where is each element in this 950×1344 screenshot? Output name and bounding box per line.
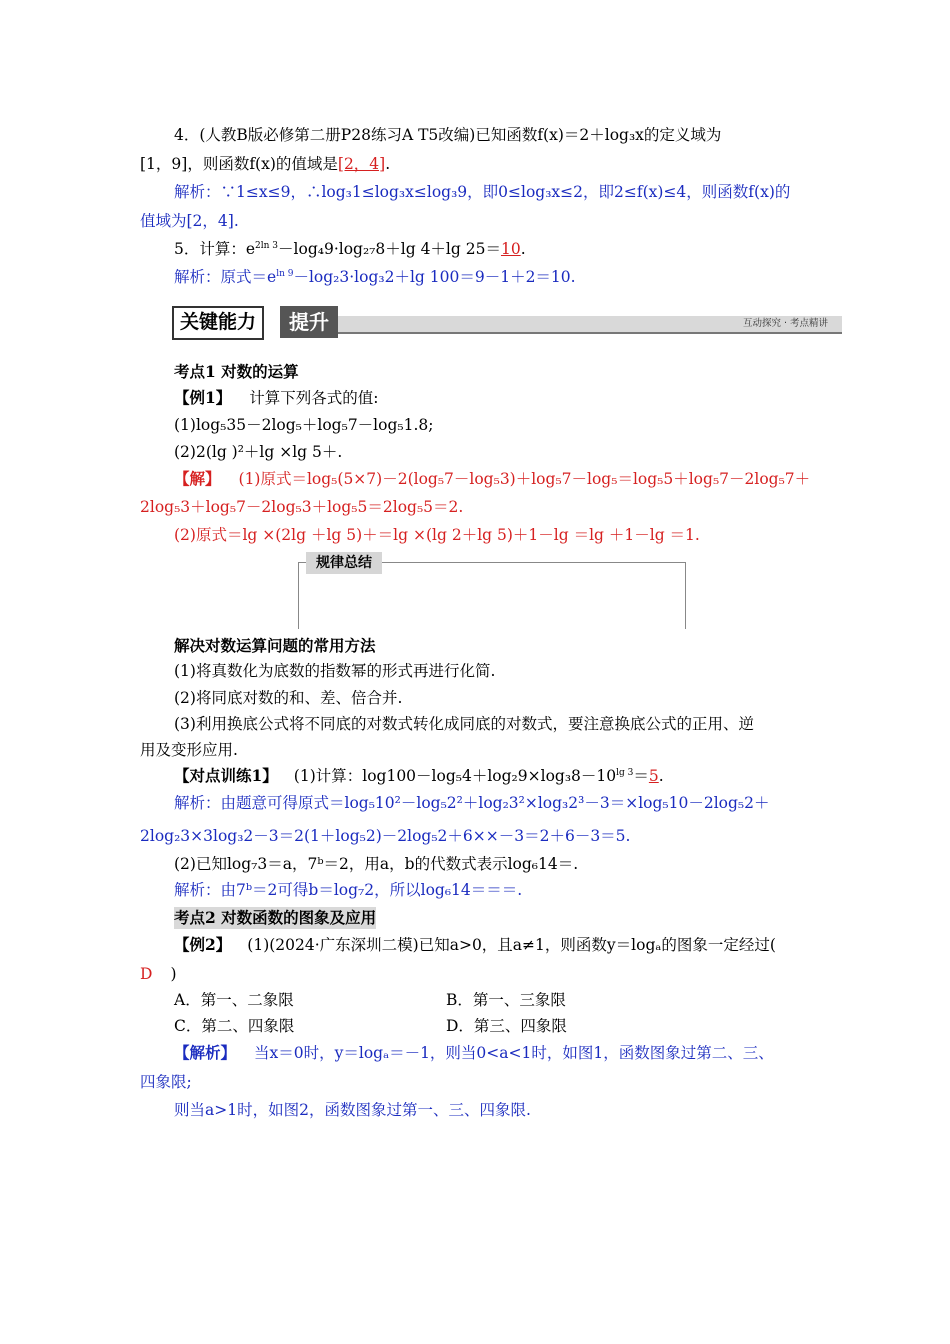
training-1-q1: 【对点训练1】 (1)计算：$\log 100-\log_54+\log_29\times\log_38-10^{lg 3}=5$. [174, 766, 664, 785]
answer-blank: [2，4] [337, 155, 386, 173]
example-1-solution-2: (2)原式＝lg ×(2lg ＋lg 5)＋＝lg ×(lg 2＋lg 5)＋1－lg ＝lg ＋1－lg ＝1. [174, 526, 700, 544]
problem-4-solution-cont: 值域为[2，4]. [140, 212, 239, 230]
example-1-q2: (2)2(lg )²＋lg ×lg 5＋. [174, 443, 343, 461]
summary-method-2: (2)将同底对数的和、差、倍合并. [174, 689, 403, 707]
example-2-answer: D ) [140, 965, 177, 983]
banner-tag: 提升 [280, 306, 338, 338]
example-2-solution-2: 则当a>1时，如图2，函数图象过第一、三、四象限. [174, 1101, 531, 1119]
problem-5: 5．计算：$e^{2ln 3}-\log_49\cdot\log_{27}8+\lg$ 4＋lg 25＝10. [174, 240, 526, 258]
training-1-solution: 解析：由题意可得原式＝log₅10²－log₅2²＋log₂3²×log₃2³－3＝×log₅10－2log₅2＋ [174, 794, 770, 812]
example-2-solution: 【解析】 当x＝0时，y＝logₐ＝－1，则当0<a<1时，如图1，函数图象过第二、三、 [174, 1043, 774, 1062]
topic-1-title: 考点1 对数的运算 [174, 362, 299, 381]
problem-4-line2: [1，9]，则函数f(x)的值域是[2，4]. [140, 155, 391, 173]
banner-label: 关键能力 [172, 306, 264, 340]
answer-blank: 10 [500, 240, 521, 258]
summary-title: 解决对数运算问题的常用方法 [174, 636, 376, 655]
problem-5-solution: 解析：原式$=e^{ln 9}-\log_23\cdot\log_32+\lg$ 100＝9－1＋2＝10. [174, 268, 576, 286]
section-banner [172, 306, 842, 338]
training-1-solution-2: 解析：由7ᵇ＝2可得b＝log₇2，所以log₆14＝＝＝. [174, 881, 523, 899]
summary-method-3: (3)利用换底公式将不同底的对数式转化成同底的对数式，要注意换底公式的正用、逆 [174, 715, 754, 733]
example-1-solution: 【解】 (1)原式＝log₅(5×7)－2(log₅7－log₅3)＋log₅7－log₅＝log₅5＋log₅7－2log₅7＋ [174, 469, 811, 488]
training-1-solution-cont: 2log₂3×3log₃2－3＝2(1＋log₅2)－2log₅2＋6××－3＝2＋6－3＝5. [140, 827, 631, 845]
topic-2-title: 考点2 对数函数的图象及应用 [174, 908, 377, 927]
example-2-solution-cont: 四象限; [140, 1073, 192, 1091]
banner-subtitle: 互动探究 · 考点精讲 [742, 318, 828, 329]
problem-4-solution: 解析：∵1≤x≤9，∴log₃1≤log₃x≤log₃9，即0≤log₃x≤2，即2≤f(x)≤4，则函数f(x)的 [174, 183, 791, 201]
example-1: 【例1】 计算下列各式的值: [174, 388, 379, 407]
option-c: C．第二、四象限 [174, 1017, 295, 1035]
option-d: D．第三、四象限 [446, 1017, 567, 1035]
answer-blank: 5 [648, 767, 659, 785]
training-1-q2: (2)已知log₇3＝a，7ᵇ＝2，用a，b的代数式表示log₆14＝. [174, 855, 579, 873]
example-1-q1: (1)log₅35－2log₅＋log₅7－log₅1.8; [174, 416, 434, 434]
problem-4-line1: 4．(人教B版必修第二册P28练习A T5改编)已知函数f(x)＝2＋log₃x的定义域为 [174, 126, 722, 144]
summary-method-1: (1)将真数化为底数的指数幂的形式再进行化简. [174, 662, 496, 680]
option-b: B．第一、三象限 [446, 991, 566, 1009]
example-1-solution-cont: 2log₅3＋log₅7－2log₅3＋log₅5＝2log₅5＝2. [140, 498, 464, 516]
option-a: A．第一、二象限 [174, 991, 294, 1009]
summary-method-3-cont: 用及变形应用. [140, 741, 238, 759]
summary-tab: 规律总结 [306, 552, 382, 574]
example-2: 【例2】 (1)(2024·广东深圳二模)已知a>0，且a≠1，则函数y＝logₐ的图象一定经过( [174, 935, 776, 954]
